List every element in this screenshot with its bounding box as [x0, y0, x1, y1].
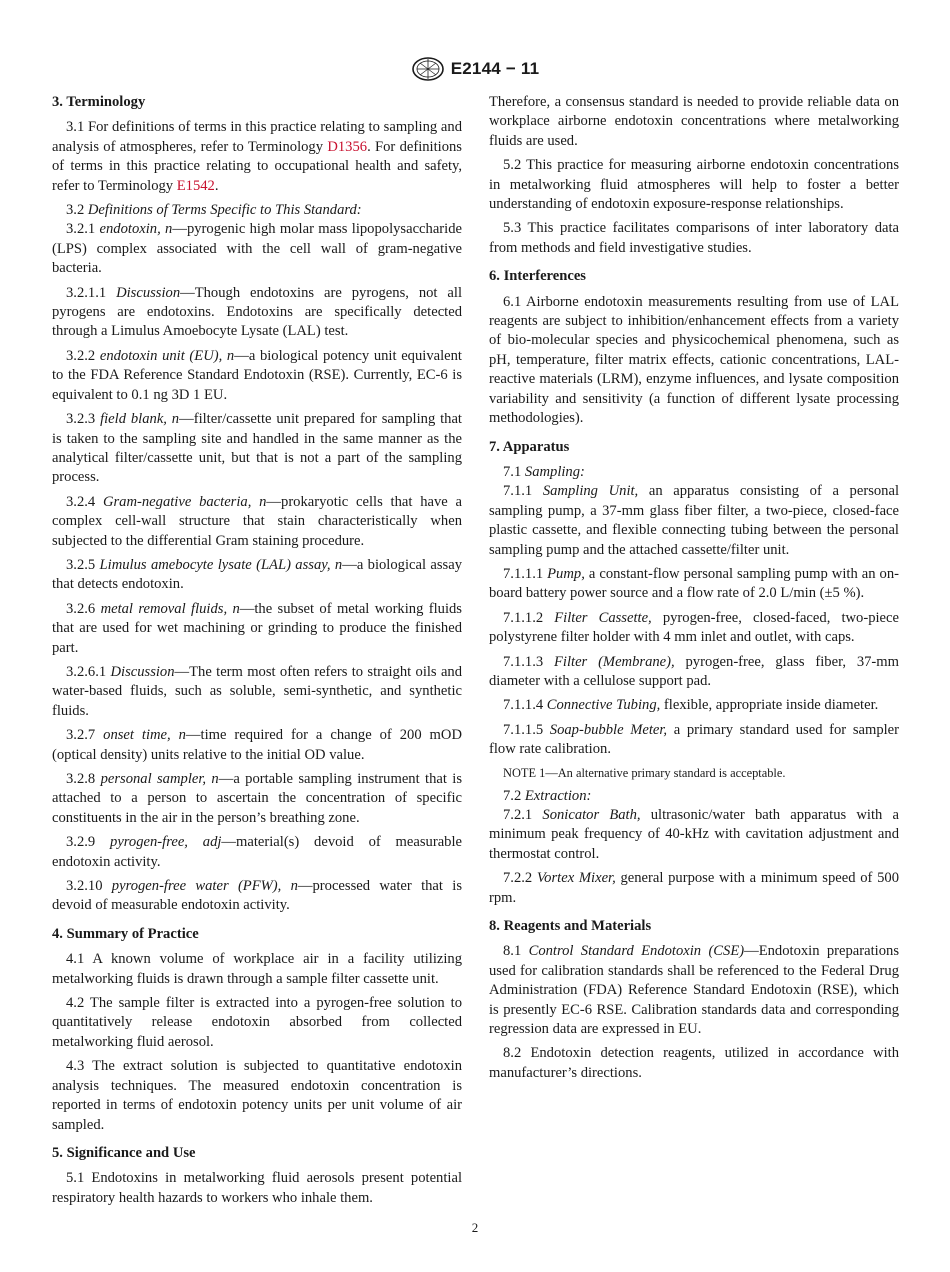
note-paragraph: NOTE 1—An alternative primary standard is acceptable.	[503, 765, 786, 780]
italic-term: endotoxin unit (EU), n	[99, 347, 235, 364]
text-run: —the subset of metal working fluids that are used for wet machining or grinding to produce the finished part.	[52, 600, 462, 656]
text-run: 8.1	[503, 943, 529, 960]
text-run: flexible, appropriate inside diameter.	[660, 697, 879, 714]
page-header	[0, 56, 950, 82]
body-paragraph	[489, 293, 899, 429]
italic-term: onset time, n	[103, 727, 186, 744]
page-number: 2	[471, 1220, 479, 1235]
italic-term: Extraction:	[524, 787, 592, 804]
body-paragraph	[489, 1044, 899, 1083]
italic-term: pyrogen-free water (PFW), n	[111, 878, 298, 895]
text-run: 3.2.6.1	[66, 663, 111, 680]
text-run: pyrogen-free, closed-faced, two-piece polystyrene filter holder with 4 mm inlet and outlet, with caps.	[489, 609, 899, 646]
text-run: 3.2.10	[66, 878, 112, 895]
body-paragraph	[52, 1057, 462, 1135]
text-run: pyrogen-free, glass fiber, 37-mm diameter with a cellulose support pad.	[489, 653, 899, 689]
text-run: —a biological potency unit equivalent to the FDA Reference Standard Endotoxin (RSE). Currently, EC-6 is equivalent to 0.1 ng 3D 1 EU.	[52, 347, 462, 403]
body-paragraph	[489, 609, 899, 648]
text-run: 3.2.6	[66, 600, 101, 617]
text-run: 3.2.5	[66, 556, 100, 573]
italic-term: Gram-negative bacteria, n	[102, 493, 267, 510]
text-run: —Endotoxin preparations used for calibration standards shall be referenced to the Federal Drug Administration (FDA) Reference Standard Endotoxin (RSE), which is presently EC-6 RSE. Calibration standards data and corresponding regression data are expressed in EU.	[489, 943, 899, 1038]
text-run: 3.1 For definitions of terms in this practice relating to sampling and analysis of atmospheres, refer to Terminology	[52, 119, 462, 155]
section-heading: 8. Reagents and Materials	[489, 918, 652, 935]
body-paragraph	[52, 663, 462, 721]
body-paragraph	[52, 994, 462, 1052]
text-run: —prokaryotic cells that have a complex cell-wall structure that stain characteristically when subjected to the differential Gram staining procedure.	[52, 493, 462, 549]
body-paragraph	[489, 565, 899, 604]
body-paragraph	[52, 726, 462, 765]
text-run: 5.3 This practice facilitates comparisons of inter laboratory data from methods and field investigative studies.	[489, 220, 899, 256]
right-column	[489, 93, 899, 1088]
left-column	[52, 93, 462, 1213]
italic-term: personal sampler, n	[100, 771, 219, 787]
text-run: . For definitions of terms in this practice relating to occupational health and safety, refer to Terminology	[52, 138, 462, 194]
text-run: 5.1 Endotoxins in metalworking fluid aerosols present potential respiratory health hazards to workers who inhale them.	[52, 1170, 462, 1206]
text-run: an apparatus consisting of a personal sampling pump, a 37-mm glass fiber filter, a two-piece, closed-face plastic cassette, and flexible connecting tubing between the personal sampling pump and the attached cassette/filter unit.	[489, 483, 899, 558]
text-run: —pyrogenic high molar mass lipopolysaccharide (LPS) complex associated with the cell wall of gram-negative bacteria.	[52, 221, 462, 277]
text-run: 7.2.2	[503, 870, 537, 887]
text-run: 7.1.1	[503, 483, 543, 500]
italic-term: Discussion	[110, 663, 175, 680]
text-run: 3.2.4	[66, 493, 103, 510]
body-paragraph	[52, 1169, 462, 1208]
text-run: 3.2.8	[66, 771, 101, 787]
section-heading: 6. Interferences	[489, 268, 586, 285]
reference-link[interactable]: D1356	[327, 138, 368, 155]
italic-term: Definitions of Terms Specific to This Standard:	[87, 202, 362, 219]
body-paragraph	[489, 463, 899, 482]
text-run: —time required for a change of 200 mOD (optical density) units relative to the initial OD value.	[52, 727, 462, 763]
body-paragraph	[52, 600, 462, 658]
italic-term: pyrogen-free, adj	[110, 834, 222, 851]
body-paragraph	[52, 201, 462, 220]
text-run: 7.1	[503, 463, 525, 480]
text-run: 3.2.2	[66, 347, 100, 364]
text-run: 7.1.1.5	[503, 721, 550, 738]
italic-term: Pump,	[547, 565, 585, 582]
body-paragraph	[489, 806, 899, 864]
text-run: —a portable sampling instrument that is attached to a person to ascertain the concentration of specific constituents in the air in the person’s breathing zone.	[52, 771, 462, 826]
text-run: 7.1.1.3	[503, 653, 554, 670]
body-paragraph	[489, 93, 899, 151]
text-run: —material(s) devoid of measurable endotoxin activity.	[52, 834, 462, 870]
body-paragraph	[489, 869, 899, 908]
body-paragraph	[52, 556, 462, 595]
text-run: 3.2	[66, 202, 88, 219]
italic-term: Vortex Mixer,	[536, 870, 616, 887]
body-paragraph	[489, 696, 899, 715]
text-run: 7.2	[503, 787, 525, 804]
body-paragraph	[52, 833, 462, 872]
text-run: 4.1 A known volume of workplace air in a facility utilizing metalworking fluids is drawn through a sample filter cassette unit.	[52, 951, 462, 987]
body-paragraph	[52, 493, 462, 551]
text-run: 7.1.1.1	[503, 565, 548, 582]
text-run: 6.1 Airborne endotoxin measurements resulting from use of LAL reagents are subject to inhibition/enhancement effects from a variety of bio-molecular species and physicochemical phenomena, such as pH, temperature, filter matrix effects, cationic concentrations, LAL-reactive materials (LRM), enzyme influences, and lysate composition variability and sensitivity (a function of different lysate processing methodologies).	[489, 293, 899, 427]
italic-term: Discussion	[116, 284, 181, 301]
body-paragraph	[52, 347, 462, 405]
text-run: —The term most often refers to straight oils and water-based fluids, such as soluble, semi-synthetic, and synthetic fluids.	[52, 663, 463, 719]
body-paragraph	[52, 877, 462, 916]
body-paragraph	[489, 942, 899, 1039]
body-paragraph	[489, 156, 899, 214]
text-run: 3.2.9	[66, 834, 111, 851]
text-run: —a biological assay that detects endotoxin.	[52, 556, 462, 593]
body-paragraph	[489, 787, 899, 806]
italic-term: Sampling Unit,	[542, 483, 639, 500]
body-paragraph	[489, 482, 899, 560]
body-paragraph	[52, 950, 462, 989]
section-heading: 7. Apparatus	[489, 438, 570, 455]
reference-link[interactable]: E1542	[176, 177, 215, 194]
text-run: 7.1.1.4	[503, 697, 547, 714]
italic-term: Connective Tubing,	[546, 697, 661, 714]
italic-term: Filter (Membrane),	[553, 653, 675, 670]
text-run: —processed water that is devoid of measurable endotoxin activity.	[52, 878, 462, 914]
astm-logo-icon	[411, 57, 445, 81]
body-paragraph	[52, 410, 462, 488]
text-run: a constant-flow personal sampling pump with an on-board battery power source and a flow rate of 2.0 L/min (±5 %).	[489, 565, 899, 602]
italic-term: metal removal fluids, n	[100, 600, 240, 617]
section-heading: 5. Significance and Use	[52, 1144, 196, 1161]
body-paragraph	[489, 653, 899, 692]
body-paragraph	[52, 220, 462, 278]
italic-term: Control Standard Endotoxin (CSE)	[528, 943, 745, 960]
text-run: 7.1.1.2	[503, 609, 555, 626]
text-run: 5.2 This practice for measuring airborne endotoxin concentrations in metalworking fluid atmospheres will help to foster a better understanding of endotoxin exposure-response relationships.	[489, 157, 899, 213]
text-run: 4.3 The extract solution is subjected to quantitative endotoxin analysis techniques. The measured endotoxin concentration is reported in terms of endotoxin potency units per unit volume of air sampled.	[52, 1058, 462, 1133]
text-run: a primary standard used for sampler flow rate calibration.	[489, 721, 900, 758]
body-paragraph	[489, 219, 899, 258]
body-paragraph	[52, 770, 462, 828]
text-run: 3.2.1.1	[66, 284, 117, 301]
italic-term: Sampling:	[524, 463, 585, 480]
italic-term: endotoxin, n	[99, 221, 173, 238]
italic-term: Soap-bubble Meter,	[549, 721, 668, 738]
section-heading: 3. Terminology	[52, 94, 146, 110]
text-run: general purpose with a minimum speed of 500 rpm.	[489, 870, 899, 906]
body-paragraph	[52, 284, 462, 342]
text-run: 3.2.1	[66, 221, 100, 238]
italic-term: field blank, n	[100, 411, 180, 428]
italic-term: Filter Cassette,	[554, 609, 652, 626]
text-run: —Though endotoxins are pyrogens, not all pyrogens are endotoxins. Endotoxins are specifically detected through a Limulus Amoebocyte Lysate (LAL) test.	[52, 284, 462, 340]
text-run: 4.2 The sample filter is extracted into a pyrogen-free solution to quantitatively release endotoxin absorbed from collected metalworking fluid aerosol.	[52, 995, 462, 1050]
text-run: 7.2.1	[503, 807, 543, 823]
text-run: 3.2.3	[66, 411, 101, 428]
italic-term: Sonicator Bath,	[542, 807, 641, 823]
italic-term: Limulus amebocyte lysate (LAL) assay, n	[99, 556, 343, 573]
body-paragraph	[52, 118, 462, 196]
text-run: 8.2 Endotoxin detection reagents, utilized in accordance with manufacturer’s directions.	[489, 1045, 899, 1081]
text-run: 3.2.7	[66, 727, 104, 744]
section-heading: 4. Summary of Practice	[52, 925, 199, 942]
text-run: Therefore, a consensus standard is needed to provide reliable data on workplace airborne endotoxin concentrations where metalworking fluids are used.	[489, 94, 899, 149]
text-run: —filter/cassette unit prepared for sampling that is taken to the sampling site and handled in the same manner as the analytical filter/cassette unit, but that is not a part of the sampling process.	[52, 411, 462, 486]
body-paragraph	[489, 721, 899, 760]
document-designation: E2144 − 11	[450, 59, 540, 78]
text-run: ultrasonic/water bath apparatus with a minimum peak frequency of 40-kHz with cavitation adjustment and thermostat control.	[489, 807, 899, 862]
text-run: .	[214, 177, 219, 194]
